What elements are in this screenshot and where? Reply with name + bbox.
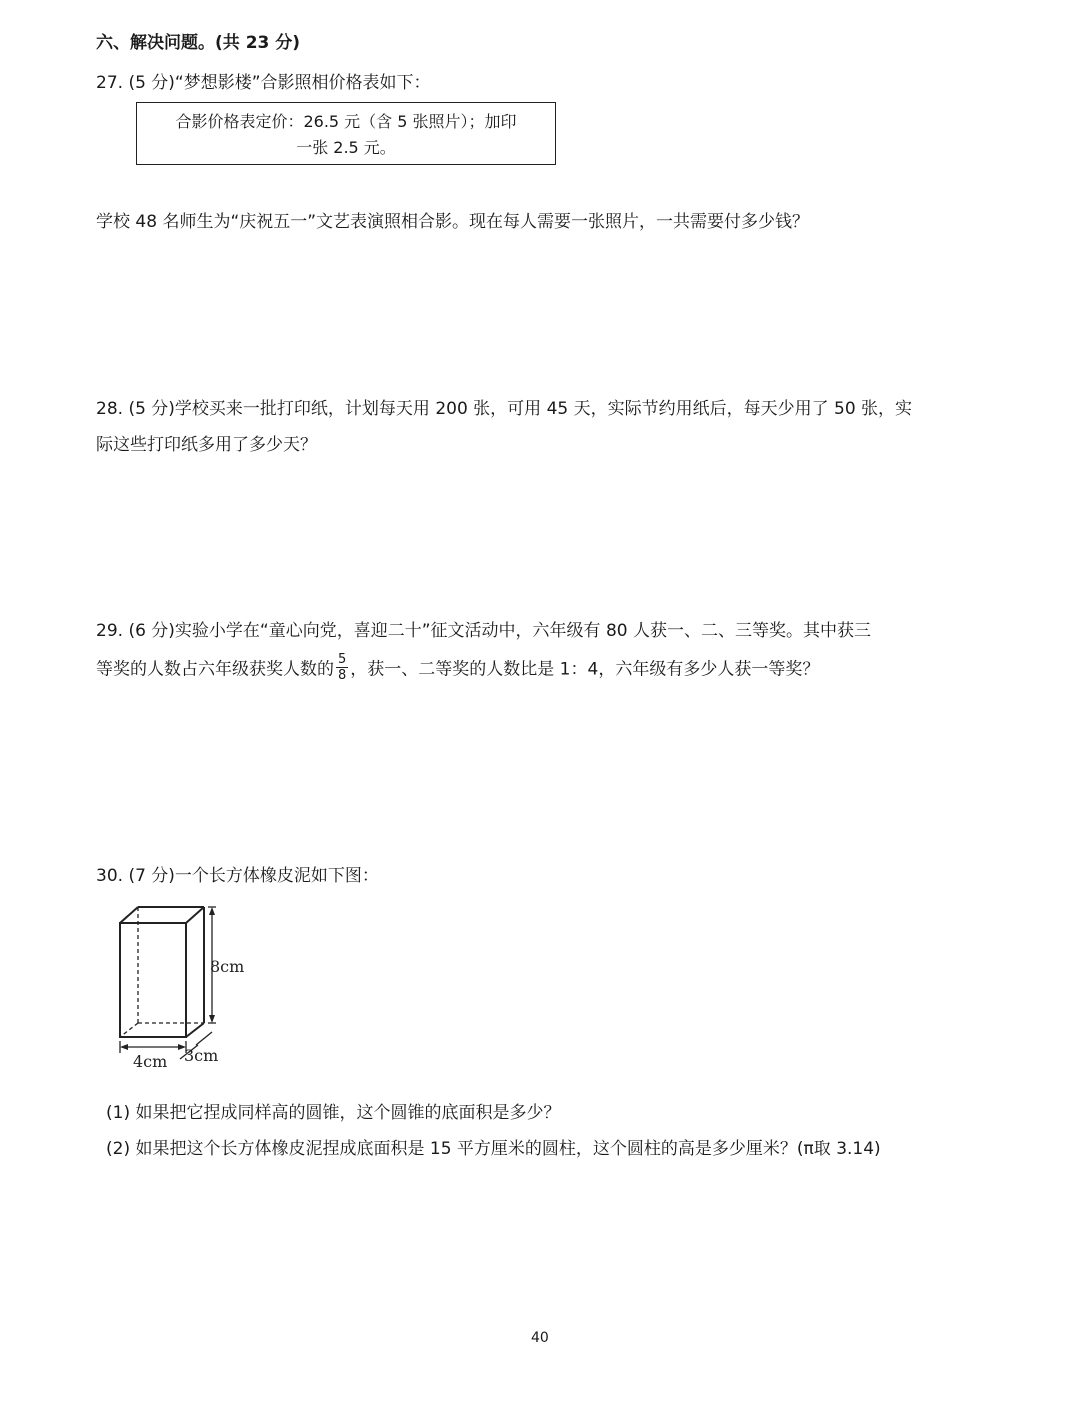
fraction-numerator: 5 xyxy=(338,652,347,667)
q30-sub-2: (2) 如果把这个长方体橡皮泥捏成底面积是 15 平方厘米的圆柱，这个圆柱的高是多少厘米？(π取 3.14) xyxy=(106,1139,881,1159)
q27-question: 学校 48 名师生为“庆祝五一”文艺表演照相合影。现在每人需要一张照片，一共需要付多少钱？ xyxy=(96,212,810,232)
q29-line-2 xyxy=(96,654,819,685)
page-number: 40 xyxy=(531,1330,549,1346)
q30-prompt: 30. (7 分)一个长方体橡皮泥如下图： xyxy=(96,866,379,886)
width-label: 3cm xyxy=(184,1046,219,1065)
q29-line-2-after: ，获一、二等奖的人数比是 1：4，六年级有多少人获一等奖？ xyxy=(350,659,820,680)
q30-sub-1: (1) 如果把它捏成同样高的圆锥，这个圆锥的底面积是多少？ xyxy=(106,1103,561,1123)
q28-line-1: 28. (5 分)学校买来一批打印纸，计划每天用 200 张，可用 45 天，实际节约用纸后，每天少用了 50 张，实 xyxy=(96,399,913,419)
q29-line-1: 29. (6 分)实验小学在“童心向党，喜迎二十”征文活动中，六年级有 80 人获一、二、三等奖。其中获三 xyxy=(96,621,871,641)
fraction-denominator: 8 xyxy=(338,668,347,683)
q29-line-2-before: 等奖的人数占六年级获奖人数的 xyxy=(96,659,334,680)
cuboid-visible-edges xyxy=(120,907,204,1037)
price-table-box xyxy=(136,102,556,165)
fraction-five-eighths xyxy=(336,652,348,683)
q27-prompt: 27. (5 分)“梦想影楼”合影照相价格表如下： xyxy=(96,73,431,93)
cuboid-figure xyxy=(100,895,270,1075)
length-label: 4cm xyxy=(133,1052,168,1071)
cuboid-hidden-edges xyxy=(120,907,204,1037)
price-box-line-1: 合影价格表定价：26.5 元（含 5 张照片）；加印 xyxy=(175,112,517,131)
section-title: 六、解决问题。(共 23 分) xyxy=(96,33,301,53)
price-box-line-2: 一张 2.5 元。 xyxy=(296,138,396,157)
height-label: 8cm xyxy=(210,957,245,976)
q28-line-2: 际这些打印纸多用了多少天？ xyxy=(96,435,317,455)
